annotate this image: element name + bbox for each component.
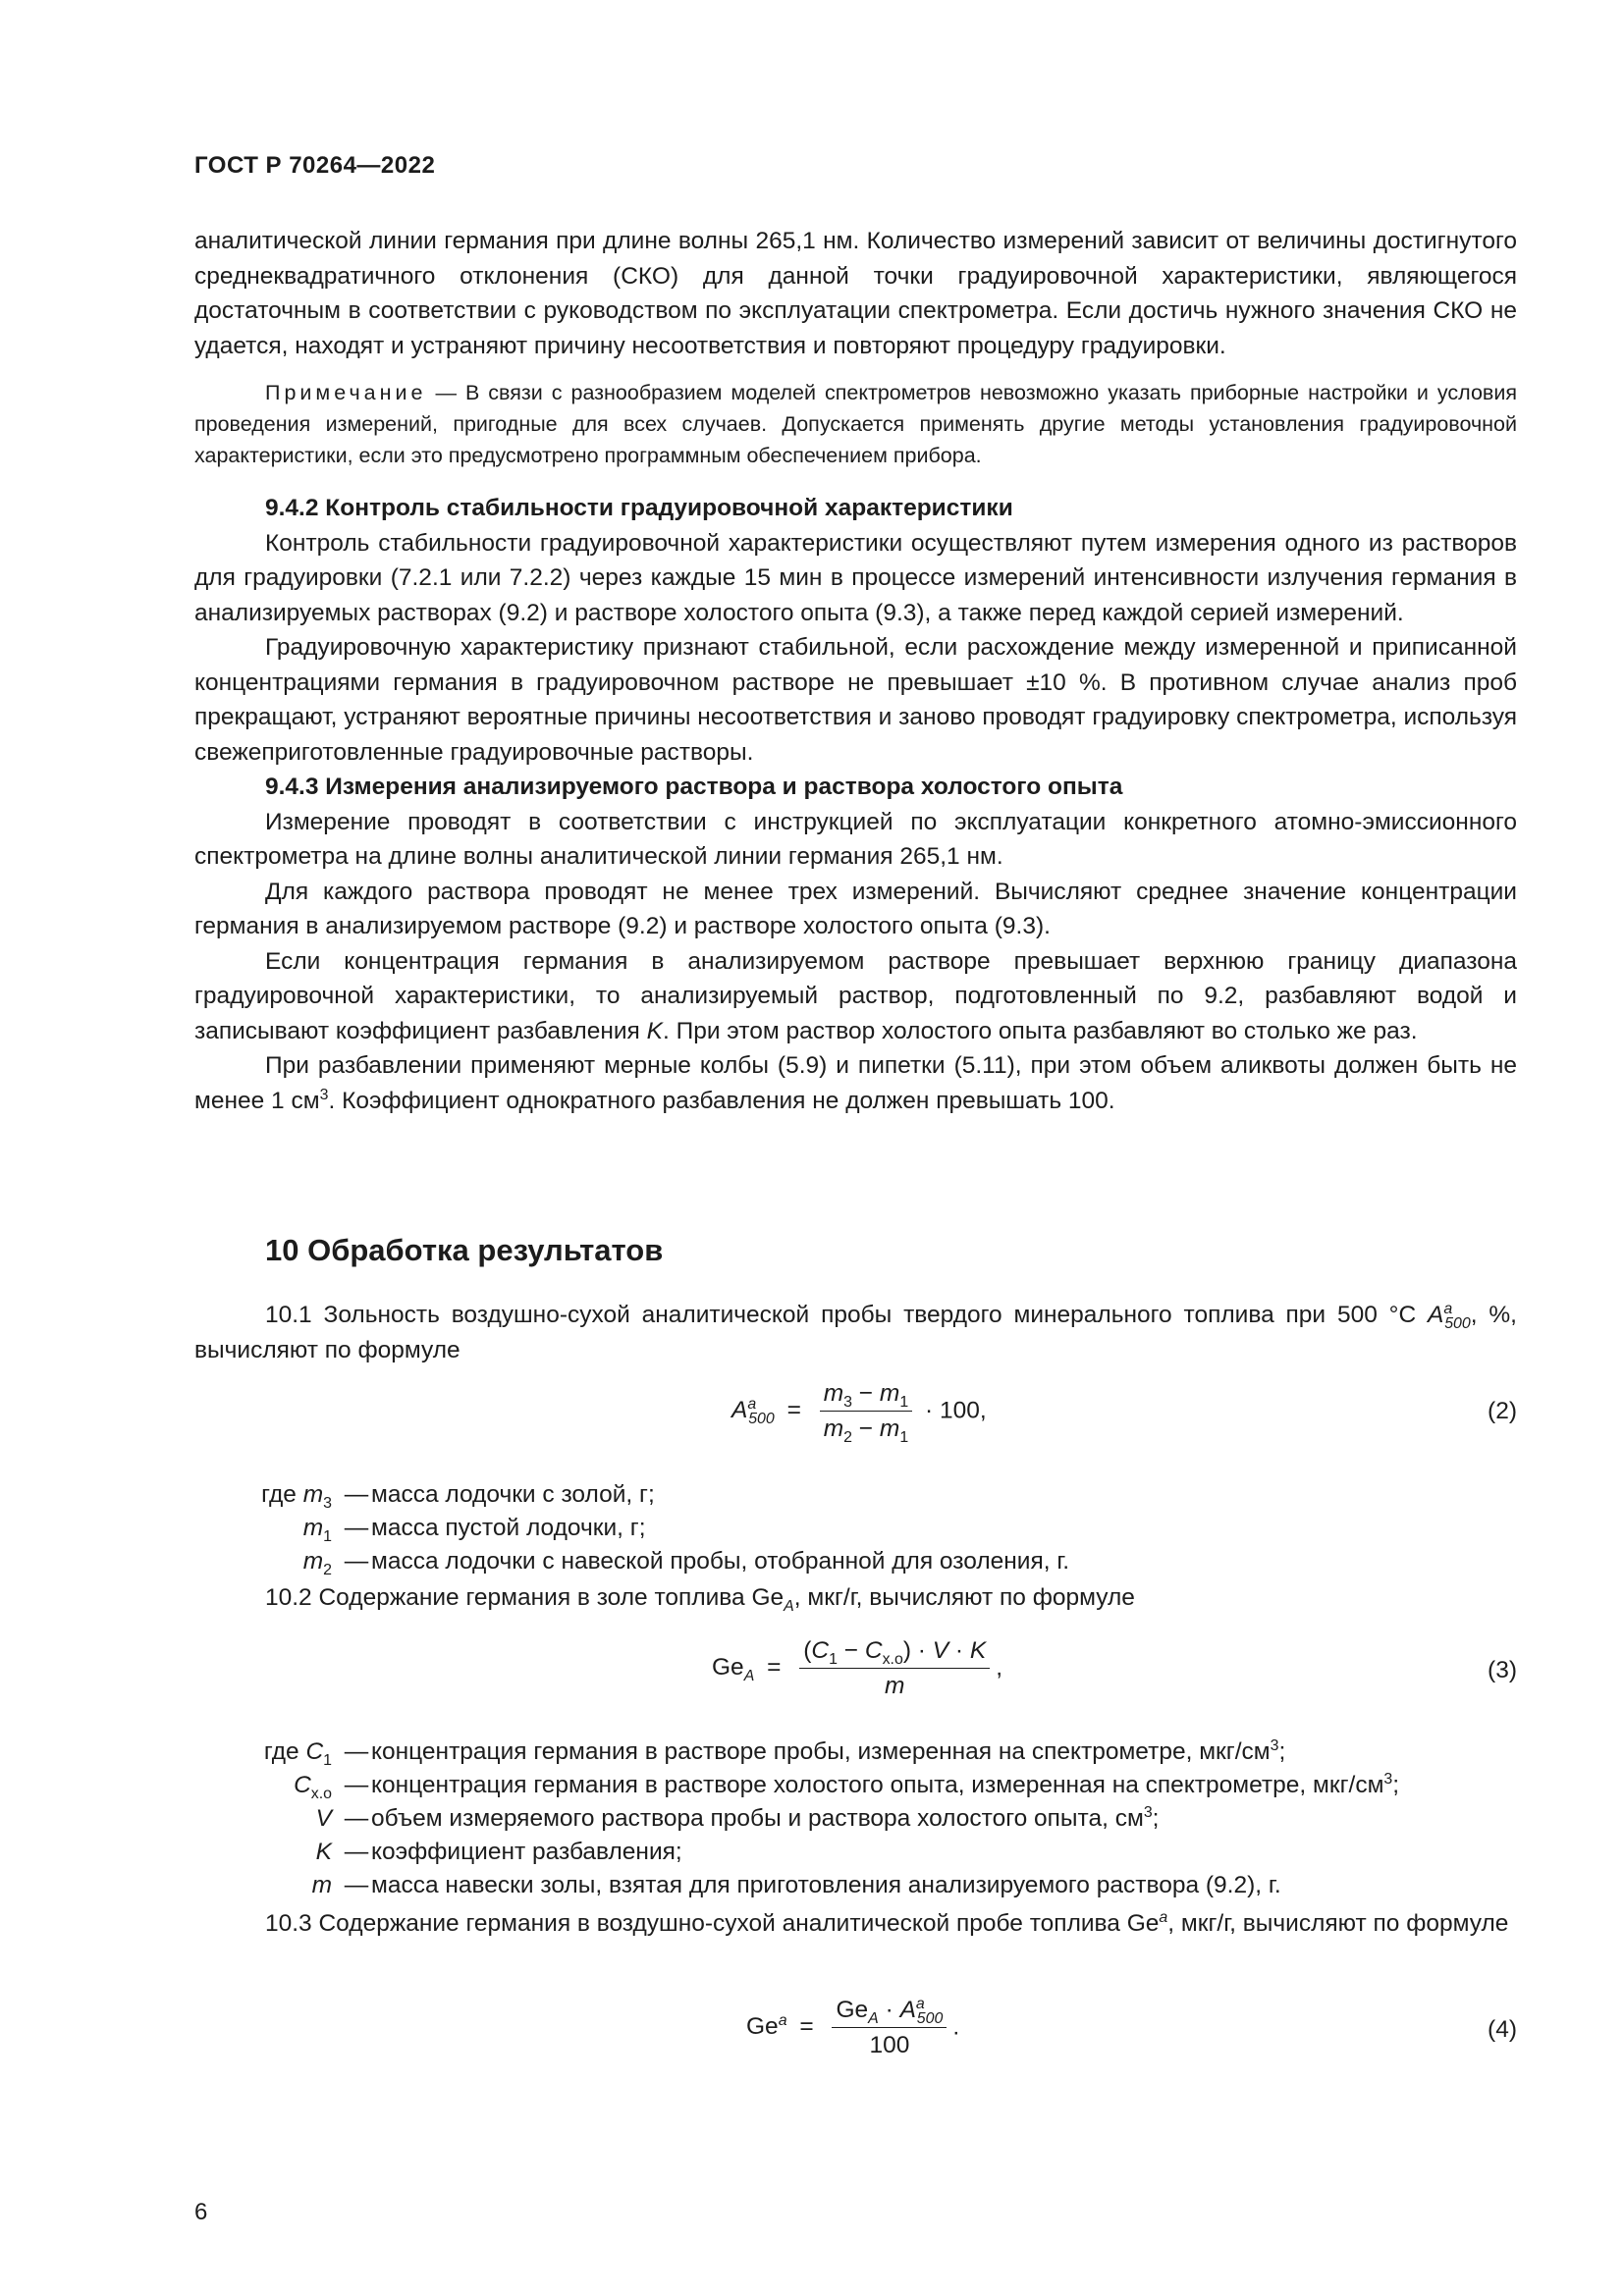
- formula-2: $A^a_{500}$ = $\frac{m_3 - m_1}{m_2 - m_1}$ · 100,: [731, 1380, 987, 1446]
- note-paragraph: [194, 377, 1517, 471]
- note-label: Примечание: [265, 381, 427, 404]
- paragraph-9-4-2-2: Градуировочную характеристику признают стабильной, если расхождение между измеренной и приписанной концентрациями германия в градуировочном растворе не превышает ±10 %. В противном случае анализ проб прекращают, устраняют вероятные причины несоответствия и заново проводят градуировку спектрометра, используя свежеприготовленные градуировочные растворы.: [194, 634, 1517, 766]
- formula-4: Ge$^a$ = $\frac{Ge_A \cdot A^a_{500}}{100}$ .: [746, 1995, 960, 2058]
- dilution-symbol: K: [646, 1017, 663, 1044]
- section-10-title: 10 Обработка результатов: [265, 1233, 664, 1267]
- paragraph-9-4-3-1: Измерение проводят в соответствии с инструкцией по эксплуатации конкретного атомно-эмиссионного спектрометра на длине волны аналитической линии германия 265,1 нм.: [194, 808, 1517, 870]
- legend-row-m3: где $m_3$ — масса лодочки с золой, г;: [261, 1481, 655, 1512]
- p943-3-part-b: . При этом раствор холостого опыта разбавляют во столько же раз.: [662, 1017, 1418, 1044]
- main-text-block: [194, 224, 1517, 1118]
- equation-number-3: (3): [1488, 1657, 1517, 1683]
- heading-9-4-3: 9.4.3 Измерения анализируемого раствора и раствора холостого опыта: [265, 774, 1123, 800]
- para-10-1: [194, 1298, 1517, 1367]
- para-10-2-part-a: 10.2 Содержание германия в золе топлива Ge: [265, 1584, 785, 1611]
- legend-row-k: K — коэффициент разбавления;: [315, 1839, 682, 1865]
- legend-row-cxo: $C_{х.о}$ — концентрация германия в растворе холостого опыта, измеренная на спектрометре, мкг/$см^3$;: [294, 1770, 1400, 1802]
- para-10-2: [194, 1580, 1517, 1616]
- note-text: — В связи с разнообразием моделей спектрометров невозможно указать приборные настройки и условия проведения измерений, пригодные для всех случаев. Допускается применять другие методы установления градуировочной характеристики, если это предусмотрено программным обеспечением прибора.: [194, 381, 1517, 467]
- page-number: 6: [194, 2199, 208, 2225]
- legend-row-m2: $m_2$ — масса лодочки с навеской пробы, отобранной для озоления, г.: [302, 1548, 1070, 1578]
- paragraph-9-4-3-4: [194, 1048, 1517, 1118]
- formula-3: $Ge_A$ = $\frac{(C_1 - C_{х.о}) \cdot V \cdot K}{m}$ ,: [712, 1637, 1003, 1699]
- paragraph-9-4-3-2: Для каждого раствора проводят не менее трех измерений. Вычисляют среднее значение концентрации германия в анализируемом растворе (9.2) и растворе холостого опыта (9.3).: [194, 878, 1517, 939]
- legend-row-m1: $m_1$ — масса пустой лодочки, г;: [302, 1515, 646, 1545]
- legend-row-c1: где $C_1$ — концентрация германия в растворе пробы, измеренная на спектрометре, мкг/$см^3$;: [263, 1736, 1286, 1769]
- p943-4-part-a: При разбавлении применяют мерные колбы (5.9) и пипетки (5.11), при этом объем аликвоты должен быть не менее 1 см: [194, 1052, 1517, 1114]
- para-10-3: [194, 1906, 1517, 1942]
- heading-9-4-2: 9.4.2 Контроль стабильности градуировочной характеристики: [265, 495, 1013, 521]
- legend-row-v: V — объем измеряемого раствора пробы и раствора холостого опыта, $см^3$;: [315, 1803, 1160, 1832]
- document-header: ГОСТ Р 70264—2022: [194, 152, 436, 179]
- para-10-1-part-a: 10.1 Зольность воздушно-сухой аналитической пробы твердого минерального топлива при 500 °С: [265, 1302, 1417, 1328]
- equation-number-4: (4): [1488, 2016, 1517, 2043]
- para-10-2-part-b: , мкг/г, вычисляют по формуле: [793, 1584, 1135, 1611]
- legend-formula-2: [194, 1478, 1569, 1578]
- para-10-1-part-b: , %, вычисляют по формуле: [194, 1302, 1517, 1363]
- para-10-2-text: 10.2 Содержание германия в золе топлива $Ge_A$, мкг/г, вычисляют по формуле: [265, 1584, 1135, 1615]
- para-10-1-text: [194, 1298, 1517, 1367]
- para-10-3-text: 10.3 Содержание германия в воздушно-сухой аналитической пробе топлива Ge$^a$, мкг/г, вычисляют по формуле: [265, 1908, 1509, 1937]
- p943-3-part-a: Если концентрация германия в анализируемом растворе превышает верхнюю границу диапазона градуировочной характеристики, то анализируемый раствор, подготовленный по 9.2, разбавляют водой и записывают коэффициент разбавления: [194, 947, 1517, 1044]
- para-10-3-part-a: 10.3 Содержание германия в воздушно-сухой аналитической пробе топлива Ge: [265, 1910, 1160, 1937]
- cube-superscript: 3: [319, 1086, 329, 1103]
- legend-formula-3: [194, 1735, 1569, 1902]
- legend-row-m: m — масса навески золы, взятая для приготовления анализируемого раствора (9.2), г.: [311, 1872, 1281, 1898]
- ash-symbol: $A^a_{500}$: [1428, 1300, 1471, 1332]
- equation-number-2: (2): [1488, 1398, 1517, 1424]
- paragraph-9-4-2-1: Контроль стабильности градуировочной характеристики осуществляют путем измерения одного из растворов для градуировки (7.2.1 или 7.2.2) через каждые 15 мин в процессе измерений интенсивности излучения германия в анализируемых растворах (9.2) и растворе холостого опыта (9.3), а также перед каждой серией измерений.: [194, 529, 1517, 626]
- para-10-3-part-b: , мкг/г, вычисляют по формуле: [1167, 1910, 1509, 1937]
- paragraph-9-4-3-3: [194, 944, 1517, 1049]
- p943-4-part-b: . Коэффициент однократного разбавления не должен превышать 100.: [328, 1087, 1115, 1114]
- paragraph-intro: аналитической линии германия при длине волны 265,1 нм. Количество измерений зависит от величины достигнутого среднеквадратичного отклонения (СКО) для данной точки градуировочной характеристики, являющегося достаточным в соответствии с руководством по эксплуатации спектрометра. Если достичь нужного значения СКО не удается, находят и устраняют причину несоответствия и повторяют процедуру градуировки.: [194, 228, 1517, 359]
